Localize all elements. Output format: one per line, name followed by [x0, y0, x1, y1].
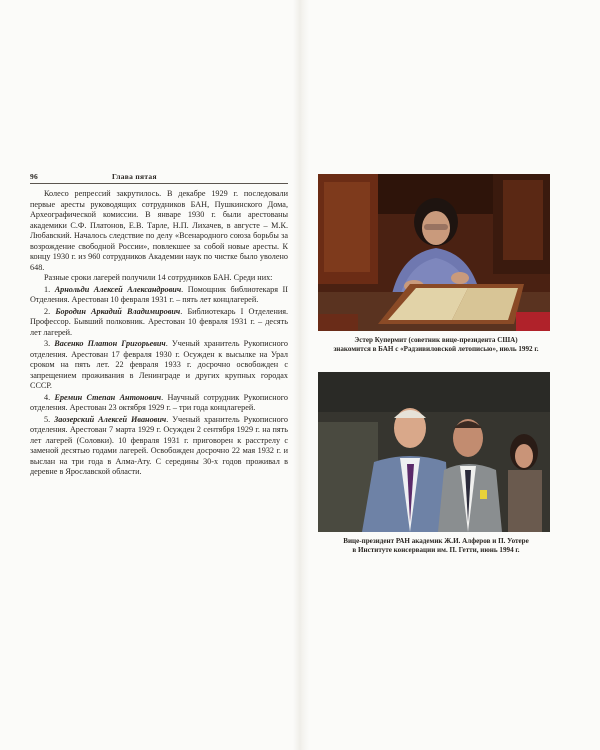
photo-caption — [311, 336, 561, 355]
paragraph: Разные сроки лагерей получили 14 сотрудников БАН. Среди них: — [44, 273, 273, 282]
list-entry — [30, 393, 288, 414]
caption-line: Вице-президент РАН академик Ж.И. Алферов и П. Уотере — [343, 537, 529, 545]
paragraph: Колесо репрессий закрутилось. В декабре 1929 г. последовали первые аресты руководящих сотрудников БАН, Пушкинского Дома, Археографической комиссии. В январе 1930 г. были арестованы академики С.Ф. Платонов, Е.В. Тарле, Н.П. Лихачев, в августе – М.К. Любавский. Началось следствие по делу «Всенародного союза борьбы за возрождение свободной России», повлекшее за собой новые аресты. К концу 1930 г. из 960 сотрудников Академии наук по чистке было уволено 648. — [30, 189, 288, 272]
photo-illustration — [318, 174, 550, 331]
entry-name: Арнольди Алексей Александрович — [54, 284, 182, 294]
entry-text: . Ученый хранитель Рукописного отделения. Арестован 7 марта 1929 г. Осужден 2 сентября 1929 г. на пять лет лагерей (Соловки). 10 февраля 1931 г. приговорен к расстрелу с заменой десятью годами лагерей. Освобожден досрочно 22 мая 1932 г. и выслан на три года в Алма-Ату. С середины 30-х годов проживал в деревне в Ярославской области. — [30, 414, 289, 476]
entry-text: . Ученый хранитель Рукописного отделения. Арестован 17 февраля 1930 г. Осужден к высылке на Урал сроком на пять лет. 22 февраля 1933 г. досрочно освобожден с запрещением проживания в Ленинграде и других крупных городах СССР. — [30, 339, 289, 390]
list-entry — [30, 285, 288, 306]
page-gutter — [293, 0, 309, 750]
entry-number: 1. — [44, 284, 51, 294]
photo-two-men — [318, 372, 550, 532]
entry-name: Васенко Платон Григорьевич — [54, 339, 166, 348]
running-head — [30, 172, 288, 184]
entry-name: Заозерский Алексей Иванович — [54, 414, 167, 424]
entry-number: 5. — [44, 414, 51, 424]
body-text — [30, 189, 288, 478]
caption-line: знакомится в БАН с «Радзивиловской летописью», июль 1992 г. — [333, 345, 539, 354]
list-entry — [30, 415, 288, 478]
caption-line: Эстер Купермит (советник вице-президента США) — [354, 336, 518, 344]
chapter-title: Глава пятая — [112, 172, 157, 181]
entry-number: 2. — [44, 306, 51, 316]
page-number: 96 — [30, 172, 39, 181]
entry-text: . Библиотекарь I Отделения. Профессор. Бывший полковник. Арестован 10 февраля 1931 г. – десять лет лагерей. — [30, 306, 289, 337]
entry-number: 3. — [44, 339, 51, 348]
entry-name: Еремин Степан Антонович — [54, 392, 162, 402]
caption-line: в Институте консервации им. П. Гетти, июнь 1994 г. — [352, 546, 520, 555]
photo-illustration — [318, 372, 550, 532]
left-page — [30, 172, 288, 478]
list-entry — [30, 307, 288, 339]
entry-name: Бородин Аркадий Владимирович — [55, 306, 181, 316]
entry-text: . Помощник библиотекаря II Отделения. Арестован 10 февраля 1931 г. – пять лет концлагерей. — [30, 284, 288, 304]
photo-caption — [311, 537, 561, 556]
entry-text: . Научный сотрудник Рукописного отделения. Арестован 23 октября 1929 г. – три года концлагерей. — [30, 392, 289, 412]
photo-reading-manuscript — [318, 174, 550, 331]
list-entry — [30, 339, 288, 392]
entry-number: 4. — [44, 392, 51, 402]
